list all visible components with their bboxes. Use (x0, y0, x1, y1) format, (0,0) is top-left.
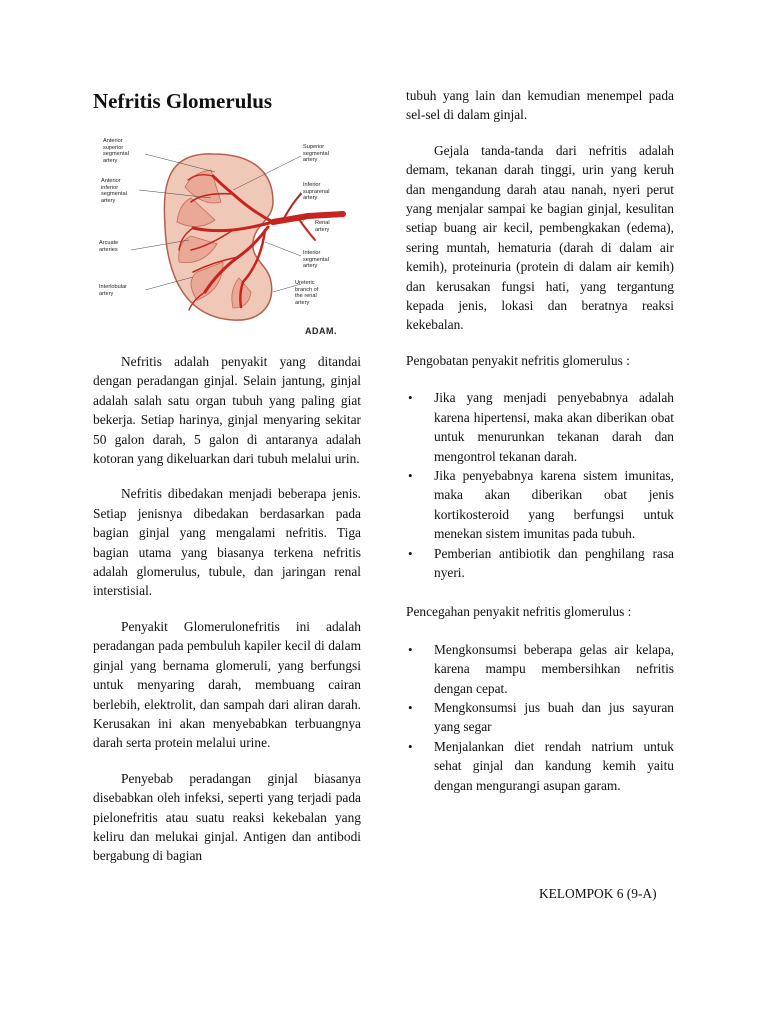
label-anterior-superior-segmental-artery: Anterior superior segmental artery (103, 138, 129, 164)
list-item: • Jika yang menjadi penyebabnya adalah karena hipertensi, maka akan diberikan obat untuk menurunkan tekanan darah dan mengontrol tekanan darah. (408, 390, 674, 464)
bullet: • (408, 738, 413, 754)
label-interior-segmental-artery: Interior segmental artery (303, 250, 329, 270)
paragraph-causes-continued: tubuh yang lain dan kemudian menempel pada sel-sel di dalam ginjal. (406, 88, 674, 123)
bullet: • (408, 641, 413, 657)
label-ureteric-branch: Ureteric branch of the renal artery (295, 280, 319, 306)
list-item: • Jika penyebabnya karena sistem imunitas, maka akan diberikan obat jenis kortikosteroid yang berfungsi untuk menekan sistem imunitas pada tubuh. (408, 467, 674, 542)
bullet: • (408, 390, 413, 406)
paragraph-symptoms: Gejala tanda-tanda dari nefritis adalah demam, tekanan darah tinggi, urin yang keruh dan mengandung darah atau nanah, nyeri perut yang menjalar sampai ke bagian ginjal, kesulitan setiap buang air kecil, pembengkakan (edema), sering muntah, hematuria (darah di dalam air kemih), proteinuria (protein di dalam air kemih) dan kerusakan fungsi hati, yang tergantung kepada jenis, lokasi dan beratnya reaksi kekebalan. (406, 142, 674, 333)
paragraph-causes: Penyebab peradangan ginjal biasanya disebabkan oleh infeksi, seperti yang terjadi pada pielonefritis atau suatu reaksi kekebalan yang keliru dan melukai ginjal. Antigen dan antibodi bergabung di bagian (93, 770, 361, 864)
left-column (93, 88, 361, 882)
bullet: • (408, 545, 413, 561)
label-renal-artery: Renal artery (315, 220, 330, 233)
treatment-list (406, 388, 674, 582)
bullet: • (408, 467, 413, 483)
label-arcuate-arteries: Arcuate arteries (99, 240, 119, 253)
list-item: • Menjalankan diet rendah natrium untuk sehat ginjal dan kandung kemih yaitu dengan mengurangi asupan garam. (408, 738, 674, 793)
list-item: • Mengkonsumsi jus buah dan jus sayuran yang segar (408, 699, 674, 735)
bullet: • (408, 699, 413, 715)
prevention-heading: Pencegahan penyakit nefritis glomerulus : (406, 604, 632, 620)
adam-logo: ADAM. (305, 326, 337, 336)
page-title: Nefritis Glomerulus (93, 89, 273, 113)
list-item: • Mengkonsumsi beberapa gelas air kelapa, karena mampu membersihkan nefritis dengan cepat. (408, 641, 674, 696)
list-item: • Pemberian antibiotik dan penghilang rasa nyeri. (408, 545, 674, 580)
prevention-list (406, 640, 674, 795)
paragraph-definition: Nefritis adalah penyakit yang ditandai dengan peradangan ginjal. Selain jantung, ginjal adalah salah satu organ tubuh yang paling giat bekerja. Setiap harinya, ginjal menyaring sekitar 50 galon darah, 5 galon di antaranya adalah kotoran yang dikeluarkan dari tubuh melalui urin. (93, 354, 361, 467)
right-column (406, 86, 674, 815)
label-superior-segmental-artery: Superior segmental artery (303, 144, 329, 164)
label-interlobular-artery: Interlobular artery (99, 284, 127, 297)
kidney-shape (164, 154, 273, 320)
paragraph-types: Nefritis dibedakan menjadi beberapa jenis. Setiap jenisnya dibedakan berdasarkan pada bagian ginjal yang mengalami nefritis. Tiga bagian utama yang biasanya terkena nefritis adalah glomerulus, tubule, dan jaringan renal interstisial. (93, 486, 361, 599)
treatment-heading: Pengobatan penyakit nefritis glomerulus : (406, 352, 630, 368)
kidney-artery-figure (93, 132, 361, 342)
paragraph-glomerulonephritis: Penyakit Glomerulonefritis ini adalah peradangan pada pembuluh kapiler kecil di dalam ginjal yang bernama glomeruli, yang berfungsi untuk menyaring darah, membuang cairan berlebih, elektrolit, dan sampah dari aliran darah. Kerusakan ini akan menyebabkan terbuangnya darah serta protein melalui urine. (93, 618, 361, 751)
group-footer: KELOMPOK 6 (9-A) (539, 886, 657, 901)
label-anterior-inferior-segmental-artery: Anterior inferior segmental artery (101, 178, 127, 204)
label-inferior-suprarenal-artery: Inferior suprarenal artery (303, 182, 330, 202)
